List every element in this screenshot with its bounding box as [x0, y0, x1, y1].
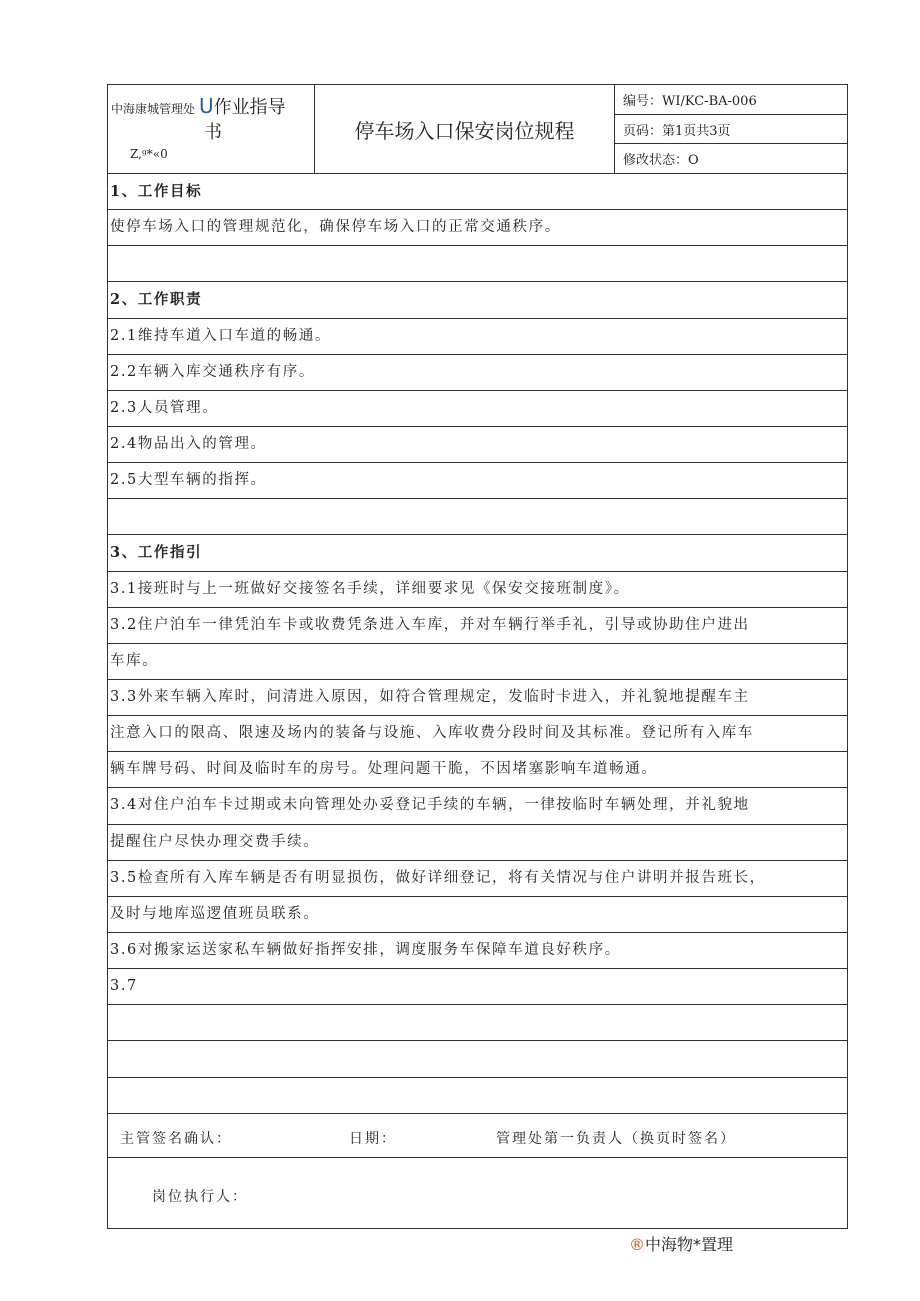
- org-mark: U: [199, 94, 214, 118]
- content-line: 提醒住户尽快办理交费手续。: [108, 825, 847, 861]
- content-line: 2.2车辆入库交通秩序有序。: [108, 355, 847, 391]
- manager-sign-label: 管理处第一负责人（换页时签名）: [496, 1130, 736, 1147]
- content-line: 及时与地库巡逻值班员联系。: [108, 897, 847, 933]
- header-org-cell: [108, 85, 315, 173]
- document-header: [108, 85, 847, 174]
- doc-type-cont: 书: [204, 122, 222, 143]
- content-line: 3.3外来车辆入库时，问清进入原因，如符合管理规定，发临时卡进入，并礼貌地提醒车主: [108, 680, 847, 716]
- footer-company: 中海物*置理: [645, 1235, 734, 1254]
- content-line: 3.4对住户泊车卡过期或未向管理处办妥登记手续的车辆，一律按临时车辆处理，并礼貌地: [108, 788, 847, 824]
- org-name: 中海康城管理处: [111, 102, 196, 116]
- content-line: [108, 246, 847, 282]
- date-label: 日期：: [349, 1130, 397, 1147]
- content-line: 3.6对搬家运送家私车辆做好指挥安排，调度服务车保障车道良好秩序。: [108, 933, 847, 969]
- content-line: [108, 499, 847, 535]
- doc-number: 编号：WI/KC-BA-006: [615, 85, 847, 115]
- content-line: 3.7: [108, 969, 847, 1005]
- content-rows: [108, 174, 847, 1114]
- content-line: 辆车牌号码、时间及临时车的房号。处理问题干脆，不因堵塞影响车道畅通。: [108, 752, 847, 788]
- org-line: [111, 93, 286, 119]
- document-title: 停车场入口保安岗位规程: [315, 85, 615, 173]
- content-line: 2.5大型车辆的指挥。: [108, 463, 847, 499]
- signoff-row: [108, 1114, 847, 1158]
- content-line: [108, 1078, 847, 1114]
- registered-mark: ®: [629, 1235, 645, 1254]
- procedure-document: [107, 84, 848, 1229]
- content-line: [108, 1005, 847, 1041]
- section-heading: 2、工作职责: [108, 282, 847, 318]
- content-line: 2.1维持车道入口车道的畅通。: [108, 319, 847, 355]
- header-meta: [615, 85, 847, 173]
- content-line: [108, 1041, 847, 1077]
- page-number: 页码：第1页共3页: [615, 115, 847, 145]
- content-line: 3.1接班时与上一班做好交接签名手续，详细要求见《保安交接班制度》。: [108, 572, 847, 608]
- content-line: 2.3人员管理。: [108, 391, 847, 427]
- footer-logo: [629, 1232, 733, 1255]
- revision-status: 修改状态：O: [623, 153, 699, 169]
- section-heading: 3、工作指引: [108, 535, 847, 571]
- supervisor-sign-label: 主管签名确认：: [120, 1130, 232, 1147]
- content-line: 2.4物品出入的管理。: [108, 427, 847, 463]
- content-line: 3.2住户泊车一律凭泊车卡或收费凭条进入车库，并对车辆行举手礼，引导或协助住户进出: [108, 608, 847, 644]
- doc-type: 作业指导: [213, 97, 286, 118]
- executor-row: [108, 1158, 847, 1228]
- content-line: 注意入口的限高、限速及场内的装备与设施、入库收费分段时间及其标准。登记所有入库车: [108, 716, 847, 752]
- content-line: 3.5检查所有入库车辆是否有明显损伤，做好详细登记，将有关情况与住户讲明并报告班长，: [108, 861, 847, 897]
- content-line: 车库。: [108, 644, 847, 680]
- doc-code-garbled: Z,ᵍ*«0: [130, 147, 168, 161]
- section-heading: 1、工作目标: [108, 174, 847, 210]
- executor-label: 岗位执行人：: [152, 1188, 248, 1205]
- content-line: 使停车场入口的管理规范化，确保停车场入口的正常交通秩序。: [108, 210, 847, 246]
